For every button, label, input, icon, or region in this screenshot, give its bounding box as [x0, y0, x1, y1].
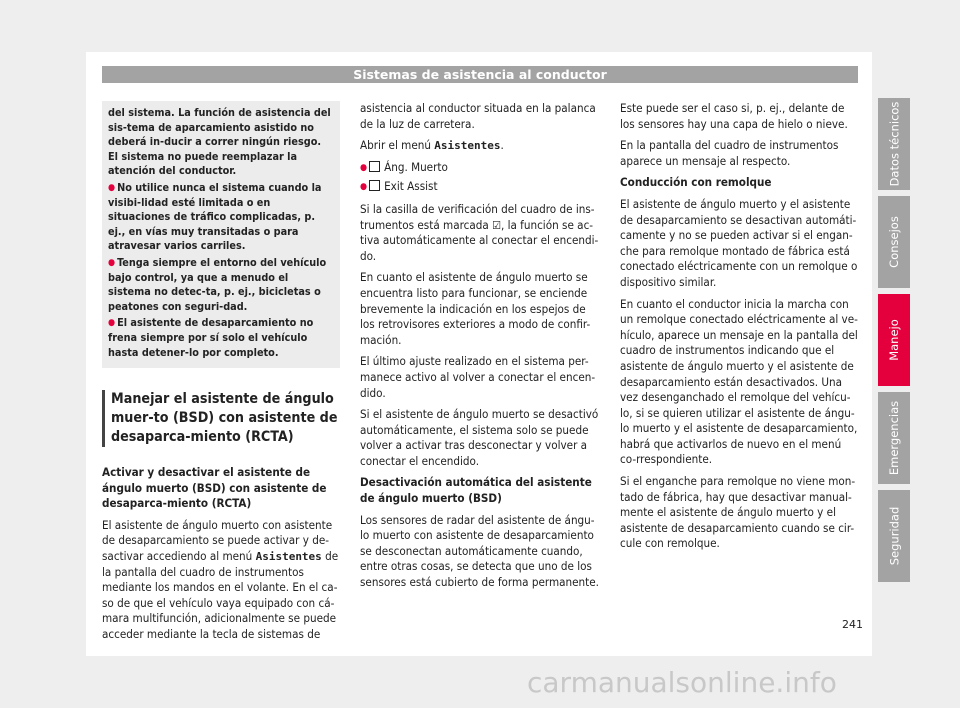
paragraph-checkbox: Si la casilla de verificación del cuadro de ins-trumentos está marcada ☑, la función se ac-tiva automáticamente al conectar el encendi-do.	[360, 201, 599, 263]
bullet-icon: ●	[108, 182, 116, 193]
menu-name: Asistentes	[255, 550, 322, 564]
subheading-trailer: Conducción con remolque	[620, 175, 772, 190]
paragraph: Los sensores de radar del asistente de ángu-lo muerto con asistente de desaparcamiento se desconectan automáticamente cuando, entre otras cosas, se detecta que uno de los sensores está cubierto de forma permanente.	[360, 512, 599, 590]
checkbox-icon	[369, 161, 380, 172]
paragraph: El último ajuste realizado en el sistema per-manece activo al volver a conectar el encen-dido.	[360, 354, 596, 400]
column-3	[620, 101, 858, 558]
paragraph-activate: El asistente de ángulo muerto con asistente de desaparcamiento se puede activar y de-sactivar accediendo al menú Asistentes de la pantalla del cuadro de instrumentos mediante los mandos en el volante. En el ca-so de que el vehículo vaya equipado con cá-mara multifunción, adicionalmente se puede acceder mediante la tecla de sistemas de	[102, 517, 339, 642]
bullet-icon: ●	[108, 257, 116, 268]
menu-name: Asistentes	[434, 139, 501, 153]
side-tab-datos-tecnicos[interactable]: Datos técnicos	[878, 98, 910, 190]
warning-bullet: ● Tenga siempre el entorno del vehículo bajo control, ya que a menudo el sistema no detec-ta, p. ej., bicicletas o peatones con seguri-dad.	[108, 255, 327, 313]
warning-box	[102, 101, 340, 368]
side-tab-manejo[interactable]: Manejo	[878, 294, 910, 386]
column-1	[102, 101, 340, 649]
paragraph: En cuanto el asistente de ángulo muerto se encuentra listo para funcionar, se enciende brevemente la indicación en los espejos de los retrovisores exteriores a modo de confir-mación.	[360, 270, 591, 347]
subheading-activate: Activar y desactivar el asistente de ángulo muerto (BSD) con asistente de desaparca-miento (RCTA)	[102, 465, 327, 511]
page-header: Sistemas de asistencia al conductor	[102, 66, 858, 83]
paragraph-open-menu: Abrir el menú Asistentes.	[360, 138, 504, 153]
warning-intro: del sistema. La función de asistencia del sis-tema de aparcamiento asistido no deberá in-ducir a correr ningún riesgo. El sistema no puede reemplazar la atención del conductor.	[108, 106, 331, 178]
column-2	[360, 101, 600, 597]
paragraph: asistencia al conductor situada en la palanca de la luz de carretera.	[360, 101, 596, 131]
paragraph: En la pantalla del cuadro de instrumentos aparece un mensaje al respecto.	[620, 138, 839, 168]
option-item: ● Áng. Muerto	[360, 159, 448, 174]
paragraph: El asistente de ángulo muerto y el asistente de desaparcamiento se desactivan automáti-camente y no se pueden activar si el engan-che para remolque montado de fábrica está conectado eléctricamente con un remolque o dispositivo similar.	[620, 196, 858, 289]
paragraph: Este puede ser el caso si, p. ej., delante de los sensores hay una capa de hielo o nieve.	[620, 101, 848, 131]
checkbox-icon	[369, 180, 380, 191]
watermark: carmanualsonline.info	[527, 666, 837, 699]
warning-bullet: ● El asistente de desaparcamiento no frena siempre por sí solo el vehículo hasta detener-lo por completo.	[108, 316, 314, 359]
bullet-icon: ●	[360, 182, 368, 193]
bullet-icon: ●	[360, 162, 368, 173]
side-tab-emergencias[interactable]: Emergencias	[878, 392, 910, 484]
section-title: Manejar el asistente de ángulo muer-to (BSD) con asistente de desaparca-miento (RCTA)	[102, 390, 340, 447]
warning-bullet: ● No utilice nunca el sistema cuando la visibi-lidad esté limitada o en situaciones de tráfico complicadas, p. ej., en vías muy transitadas o para atravesar varios carriles.	[108, 180, 322, 253]
paragraph: Si el asistente de ángulo muerto se desactivó automáticamente, el sistema solo se puede volver a activar tras desconectar y volver a conectar el encendido.	[360, 407, 599, 468]
side-tab-consejos[interactable]: Consejos	[878, 196, 910, 288]
option-item: ● Exit Assist	[360, 179, 438, 194]
paragraph: En cuanto el conductor inicia la marcha con un remolque conectado eléctricamente al ve-hículo, aparece un mensaje en la pantalla del cuadro de instrumentos indicando que el asistente de ángulo muerto y el asistente de desaparcamiento están desactivados. Una vez desenganchado el remolque del vehícu-lo, si se quieren utilizar el asistente de ángu-lo muerto y el asistente de desaparcamiento, habrá que activarlos de nuevo en el menú co-rrespondiente.	[620, 296, 858, 467]
paragraph: Si el enganche para remolque no viene mon-tado de fábrica, hay que desactivar manual-mente el asistente de ángulo muerto y el asistente de desaparcamiento cuando se cir-cule con remolque.	[620, 474, 856, 551]
page-number: 241	[842, 618, 863, 631]
side-tab-seguridad[interactable]: Seguridad	[878, 490, 910, 582]
bullet-icon: ●	[108, 318, 116, 329]
subheading-auto-deactivation: Desactivación automática del asistente de ángulo muerto (BSD)	[360, 475, 592, 506]
checked-box-icon: ☑	[492, 218, 501, 232]
